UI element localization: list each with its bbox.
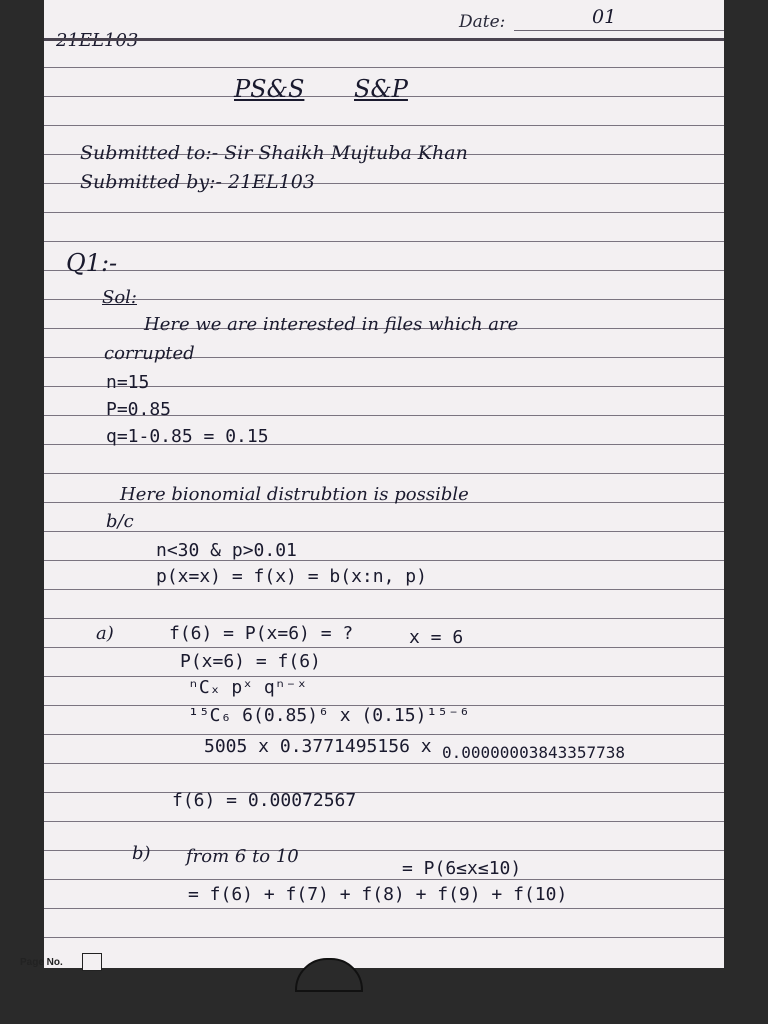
rule-line	[44, 589, 724, 590]
header-rule	[44, 38, 724, 41]
rule-line	[44, 908, 724, 909]
rule-line	[44, 821, 724, 822]
p-value: P=0.85	[106, 399, 172, 420]
roll-number-corner	[56, 30, 138, 52]
rule-line	[44, 531, 724, 532]
part-a-line-4: ¹⁵C₆ 6(0.85)⁶ x (0.15)¹⁵⁻⁶	[188, 705, 470, 726]
rule-line	[44, 241, 724, 242]
part-a-x-value: x = 6	[409, 627, 464, 648]
rule-line	[44, 676, 724, 677]
date-value: 01	[592, 6, 617, 28]
date-line	[514, 30, 724, 31]
part-a-label: a)	[96, 623, 114, 644]
part-b-line-2: = f(6) + f(7) + f(8) + f(9) + f(10)	[188, 884, 568, 905]
rule-line	[44, 270, 724, 271]
course-title: PS&S	[234, 75, 305, 103]
intro-line-1: Here we are interested in files which are	[144, 314, 519, 335]
submitted-by: Submitted by:- 21EL103	[80, 171, 315, 193]
rule-line	[44, 792, 724, 793]
notebook-page	[44, 0, 724, 968]
because-label: b/c	[106, 511, 134, 532]
rule-line	[44, 125, 724, 126]
submitted-to: Submitted to:- Sir Shaikh Mujtuba Khan	[80, 142, 468, 164]
rule-line	[44, 937, 724, 938]
part-a-line-3: ⁿCₓ pˣ qⁿ⁻ˣ	[188, 677, 308, 698]
n-value: n=15	[106, 372, 150, 393]
rule-line	[44, 560, 724, 561]
solution-label: Sol:	[102, 287, 137, 308]
part-b-line-1: from 6 to 10	[186, 846, 299, 867]
page-number-box	[82, 953, 102, 971]
part-b-label: b)	[132, 843, 151, 864]
rule-line	[44, 879, 724, 880]
condition-line: n<30 & p>0.01	[156, 540, 297, 561]
topic-title: S&P	[354, 75, 408, 103]
rule-line	[44, 647, 724, 648]
rule-line	[44, 67, 724, 68]
rule-line	[44, 618, 724, 619]
date-label: Date:	[459, 12, 506, 32]
part-a-result: f(6) = 0.00072567	[172, 790, 357, 811]
rule-line	[44, 299, 724, 300]
part-a-line-5b: 0.00000003843357738	[442, 743, 626, 762]
pmf-definition: p(x=x) = f(x) = b(x:n, p)	[156, 566, 427, 587]
part-a-line-1: f(6) = P(x=6) = ?	[169, 623, 354, 644]
page-number-label: Page No.	[20, 957, 63, 968]
rule-line	[44, 473, 724, 474]
part-a-line-2: P(x=6) = f(6)	[180, 651, 321, 672]
part-b-equation: = P(6≤x≤10)	[402, 858, 522, 879]
question-label: Q1:-	[66, 249, 118, 277]
intro-line-2: corrupted	[104, 343, 195, 364]
q-value: q=1-0.85 = 0.15	[106, 426, 269, 447]
part-a-line-5a: 5005 x 0.3771495156 x	[204, 736, 432, 757]
rule-line	[44, 734, 724, 735]
rule-line	[44, 212, 724, 213]
binomial-line: Here bionomial distrubtion is possible	[120, 484, 469, 505]
photo-background	[0, 968, 768, 1024]
